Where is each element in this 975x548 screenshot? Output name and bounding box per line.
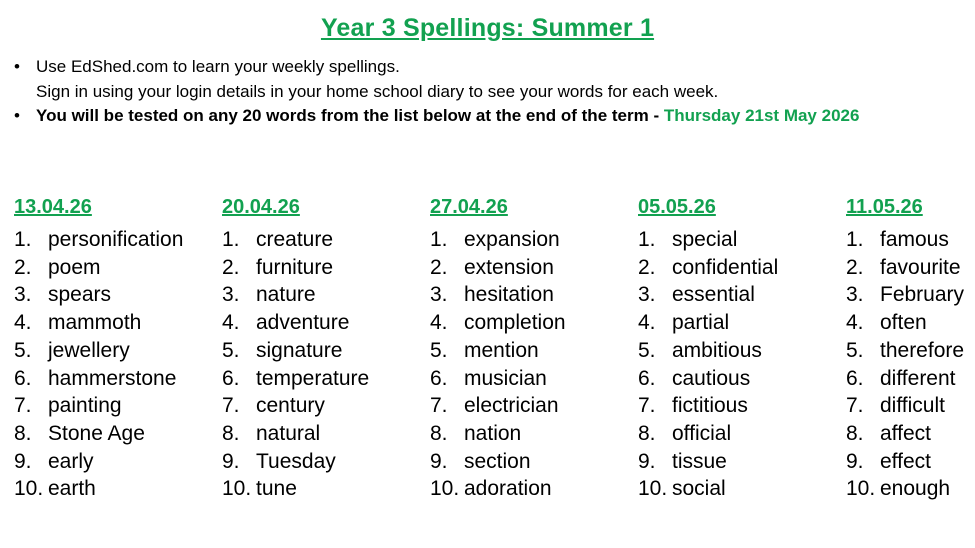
- word-row: [430, 337, 638, 365]
- test-date: Thursday 21st May 2026: [663, 106, 860, 126]
- word-text: adventure: [256, 311, 350, 335]
- word-row: [638, 281, 846, 309]
- word-number: 1.: [638, 228, 656, 251]
- word-number: 8.: [430, 422, 448, 446]
- word-number: 9.: [430, 449, 448, 473]
- word-row: [638, 448, 846, 476]
- bullet-item-1: [14, 55, 975, 80]
- word-number: 4.: [14, 311, 32, 335]
- word-row: [222, 448, 430, 476]
- word-number: 5.: [846, 338, 864, 362]
- word-row: [638, 337, 846, 365]
- word-number: 7.: [638, 394, 656, 418]
- word-text: natural: [256, 422, 321, 446]
- word-number: 5.: [430, 338, 448, 362]
- word-number: 9.: [846, 449, 864, 473]
- word-text: Tuesday: [256, 449, 336, 473]
- word-number: 1.: [14, 228, 32, 251]
- word-text: century: [256, 394, 325, 418]
- word-text: hammerstone: [48, 366, 177, 390]
- word-text: furniture: [256, 255, 334, 279]
- intro-bullets: [0, 55, 975, 129]
- word-row: [14, 337, 222, 365]
- spelling-column-3: [430, 196, 638, 503]
- word-row: [14, 226, 222, 254]
- word-row: [222, 420, 430, 448]
- word-row: [430, 226, 638, 254]
- word-text: earth: [48, 477, 96, 501]
- word-text: expansion: [464, 228, 560, 251]
- word-number: 3.: [222, 283, 240, 307]
- word-row: [638, 475, 846, 503]
- word-row: [430, 309, 638, 337]
- word-text: jewellery: [48, 338, 130, 362]
- word-row: [222, 281, 430, 309]
- word-number: 8.: [14, 422, 32, 446]
- word-row: [222, 254, 430, 282]
- word-number: 9.: [14, 449, 32, 473]
- column-date-3: 27.04.26: [430, 196, 508, 218]
- word-text: musician: [464, 366, 547, 390]
- word-row: [430, 392, 638, 420]
- word-row: [846, 309, 975, 337]
- word-number: 10.: [638, 477, 668, 501]
- word-text: creature: [256, 228, 334, 251]
- word-row: [638, 254, 846, 282]
- word-number: 5.: [222, 338, 240, 362]
- word-number: 6.: [222, 366, 240, 390]
- word-number: 4.: [638, 311, 656, 335]
- word-text: difficult: [880, 394, 945, 418]
- word-row: [846, 448, 975, 476]
- word-number: 7.: [846, 394, 864, 418]
- word-row: [14, 254, 222, 282]
- word-text: essential: [672, 283, 755, 307]
- word-number: 2.: [14, 255, 32, 279]
- word-row: [846, 392, 975, 420]
- word-row: [638, 309, 846, 337]
- word-text: favourite: [880, 255, 961, 279]
- word-row: [846, 420, 975, 448]
- word-number: 2.: [846, 255, 864, 279]
- bullet-2-bold: You will be tested on any 20 words from the list below at the end of the term: [36, 106, 649, 126]
- word-text: nation: [464, 422, 522, 446]
- word-text: February: [880, 283, 965, 307]
- word-number: 4.: [846, 311, 864, 335]
- bullet-item-2: [14, 104, 975, 129]
- word-number: 10.: [846, 477, 876, 501]
- column-date-2: 20.04.26: [222, 196, 300, 218]
- word-row: [222, 365, 430, 393]
- word-text: adoration: [464, 477, 552, 501]
- word-number: 1.: [222, 228, 240, 251]
- word-text: personification: [48, 228, 184, 251]
- word-row: [846, 475, 975, 503]
- word-number: 7.: [430, 394, 448, 418]
- word-number: 8.: [846, 422, 864, 446]
- word-text: mention: [464, 338, 539, 362]
- word-number: 9.: [638, 449, 656, 473]
- word-number: 10.: [222, 477, 252, 501]
- word-row: [846, 337, 975, 365]
- word-number: 3.: [846, 283, 864, 307]
- word-text: different: [880, 366, 956, 390]
- word-text: famous: [880, 228, 949, 251]
- word-row: [846, 365, 975, 393]
- word-text: social: [672, 477, 726, 501]
- word-row: [430, 420, 638, 448]
- word-text: spears: [48, 283, 112, 307]
- column-date-1: 13.04.26: [14, 196, 92, 218]
- word-text: nature: [256, 283, 316, 307]
- bullet-2-dash: -: [648, 106, 664, 126]
- word-row: [430, 475, 638, 503]
- word-text: cautious: [672, 366, 751, 390]
- word-row: [430, 448, 638, 476]
- word-row: [14, 475, 222, 503]
- word-number: 3.: [638, 283, 656, 307]
- word-row: [222, 226, 430, 254]
- word-row: [638, 226, 846, 254]
- word-number: 2.: [638, 255, 656, 279]
- word-row: [14, 365, 222, 393]
- word-row: [430, 365, 638, 393]
- word-text: enough: [880, 477, 951, 501]
- word-number: 1.: [430, 228, 448, 251]
- word-number: 6.: [14, 366, 32, 390]
- bullet-dot-icon: •: [14, 57, 20, 76]
- word-number: 7.: [222, 394, 240, 418]
- word-text: tissue: [672, 449, 727, 473]
- word-text: painting: [48, 394, 122, 418]
- word-row: [846, 254, 975, 282]
- spelling-column-5: [846, 196, 975, 503]
- bullet-dot-icon-2: •: [14, 106, 20, 126]
- word-number: 2.: [222, 255, 240, 279]
- word-text: signature: [256, 338, 343, 362]
- word-row: [430, 254, 638, 282]
- word-text: Stone Age: [48, 422, 145, 446]
- word-row: [222, 392, 430, 420]
- word-number: 10.: [430, 477, 460, 501]
- word-text: often: [880, 311, 927, 335]
- word-number: 4.: [430, 311, 448, 335]
- word-number: 9.: [222, 449, 240, 473]
- word-number: 3.: [14, 283, 32, 307]
- word-text: therefore: [880, 338, 965, 362]
- bullet-2-text: [36, 104, 975, 129]
- spelling-columns: [14, 196, 965, 503]
- word-row: [846, 281, 975, 309]
- word-row: [222, 309, 430, 337]
- word-text: confidential: [672, 255, 779, 279]
- spelling-column-2: [222, 196, 430, 503]
- word-number: 5.: [638, 338, 656, 362]
- word-number: 4.: [222, 311, 240, 335]
- word-text: extension: [464, 255, 554, 279]
- word-text: early: [48, 449, 94, 473]
- word-number: 2.: [430, 255, 448, 279]
- bullet-1-text: Use EdShed.com to learn your weekly spellings.: [36, 57, 400, 76]
- word-text: mammoth: [48, 311, 142, 335]
- word-text: special: [672, 228, 738, 251]
- word-row: [14, 281, 222, 309]
- word-text: temperature: [256, 366, 370, 390]
- word-number: 7.: [14, 394, 32, 418]
- word-number: 6.: [430, 366, 448, 390]
- page-title: Year 3 Spellings: Summer 1: [320, 14, 655, 42]
- word-text: affect: [880, 422, 931, 446]
- word-text: completion: [464, 311, 566, 335]
- word-row: [846, 226, 975, 254]
- bullet-1-subtext: Sign in using your login details in your home school diary to see your words for each week.: [36, 81, 719, 101]
- word-text: ambitious: [672, 338, 762, 362]
- word-text: effect: [880, 449, 931, 473]
- word-number: 10.: [14, 477, 44, 501]
- word-text: partial: [672, 311, 730, 335]
- word-text: section: [464, 449, 531, 473]
- spelling-column-1: [14, 196, 222, 503]
- word-row: [638, 365, 846, 393]
- word-number: 8.: [222, 422, 240, 446]
- word-number: 8.: [638, 422, 656, 446]
- word-row: [638, 420, 846, 448]
- spelling-column-4: [638, 196, 846, 503]
- word-row: [638, 392, 846, 420]
- word-row: [14, 392, 222, 420]
- word-row: [222, 475, 430, 503]
- word-text: poem: [48, 255, 101, 279]
- word-number: 6.: [846, 366, 864, 390]
- word-number: 3.: [430, 283, 448, 307]
- word-row: [222, 337, 430, 365]
- column-date-4: 05.05.26: [638, 196, 716, 218]
- word-row: [14, 420, 222, 448]
- word-text: hesitation: [464, 283, 554, 307]
- word-text: fictitious: [672, 394, 748, 418]
- word-row: [430, 281, 638, 309]
- word-row: [14, 448, 222, 476]
- word-text: electrician: [464, 394, 559, 418]
- word-text: official: [672, 422, 732, 446]
- word-number: 6.: [638, 366, 656, 390]
- column-date-5: 11.05.26: [846, 196, 923, 218]
- word-text: tune: [256, 477, 297, 501]
- word-number: 5.: [14, 338, 32, 362]
- word-number: 1.: [846, 228, 864, 251]
- word-row: [14, 309, 222, 337]
